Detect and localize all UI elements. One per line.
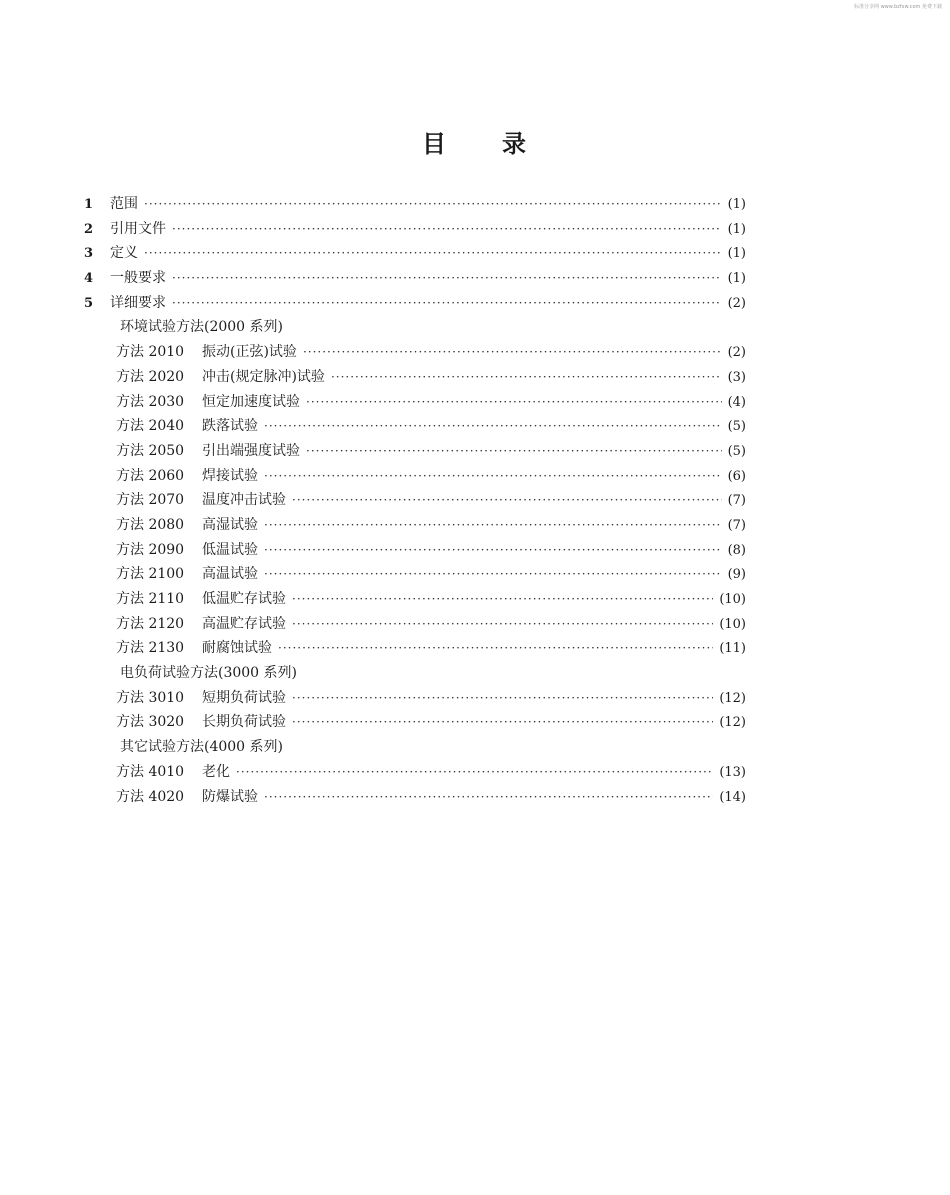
toc-entry-label: 引用文件 bbox=[110, 220, 166, 237]
toc-method-entry[interactable] bbox=[84, 562, 746, 587]
toc-entry-page: (1) bbox=[727, 197, 746, 212]
toc-entry-label: 低温试验 bbox=[202, 541, 258, 558]
toc-method-entry[interactable] bbox=[84, 513, 746, 538]
toc-entry-page: (5) bbox=[727, 443, 746, 459]
toc-entry-label: 高湿试验 bbox=[202, 516, 258, 533]
toc-dot-leader bbox=[264, 464, 722, 489]
toc-method-entry[interactable] bbox=[84, 612, 746, 637]
toc-dot-leader bbox=[264, 513, 722, 538]
toc-entry-label: 冲击(规定脉冲)试验 bbox=[202, 368, 325, 385]
toc-method-entry[interactable] bbox=[84, 785, 746, 810]
toc-dot-leader bbox=[292, 710, 713, 735]
toc-section-heading bbox=[84, 315, 746, 340]
toc-dot-leader bbox=[306, 390, 722, 415]
toc-entry-page: (11) bbox=[719, 641, 746, 657]
toc-entry-page: (2) bbox=[727, 345, 746, 361]
toc-entry-label: 定义 bbox=[110, 245, 138, 262]
toc-entry-page: (10) bbox=[719, 616, 746, 632]
toc-entry-page: (12) bbox=[719, 715, 746, 731]
watermark-text: 标准分享网 www.bzfxw.com 免费下载 bbox=[854, 4, 942, 10]
toc-dot-leader bbox=[264, 414, 722, 439]
toc-method-entry[interactable] bbox=[84, 538, 746, 563]
toc-method-code: 方法 2020 bbox=[116, 368, 185, 385]
toc-entry-label: 老化 bbox=[202, 763, 230, 780]
toc-dot-leader bbox=[306, 439, 722, 464]
toc-method-entry[interactable] bbox=[84, 710, 746, 735]
toc-dot-leader bbox=[264, 562, 722, 587]
toc-entry-page: (1) bbox=[727, 221, 746, 237]
toc-method-code: 方法 4020 bbox=[116, 788, 185, 805]
toc-entry-label: 详细要求 bbox=[110, 294, 166, 311]
toc-entry[interactable] bbox=[84, 217, 746, 242]
toc-dot-leader bbox=[264, 785, 713, 810]
toc-entry-page: (9) bbox=[727, 567, 746, 583]
toc-method-code: 方法 4010 bbox=[116, 763, 185, 780]
toc-dot-leader bbox=[292, 686, 713, 711]
toc-method-entry[interactable] bbox=[84, 464, 746, 489]
toc-method-code: 方法 3020 bbox=[116, 714, 185, 731]
toc-entry-page: (7) bbox=[727, 517, 746, 533]
toc-entry-label: 焊接试验 bbox=[202, 467, 258, 484]
toc-method-entry[interactable] bbox=[84, 760, 746, 785]
toc-entry-page: (13) bbox=[719, 764, 746, 780]
toc-section-heading bbox=[84, 735, 746, 760]
toc-section-heading bbox=[84, 661, 746, 686]
toc-method-code: 方法 2120 bbox=[116, 615, 185, 632]
toc-entry-page: (10) bbox=[719, 592, 746, 607]
toc-method-code: 方法 2050 bbox=[116, 442, 185, 459]
toc-dot-leader bbox=[236, 760, 713, 785]
toc-method-entry[interactable] bbox=[84, 488, 746, 513]
toc-dot-leader bbox=[292, 488, 722, 513]
toc-method-code: 方法 2130 bbox=[116, 640, 185, 657]
toc-entry[interactable] bbox=[84, 192, 746, 217]
toc-method-entry[interactable] bbox=[84, 636, 746, 661]
toc-entry-label: 长期负荷试验 bbox=[202, 714, 286, 731]
page-title-left: 目 bbox=[422, 130, 448, 158]
toc-method-code: 方法 2010 bbox=[116, 344, 185, 361]
toc-entry-number: 4 bbox=[84, 271, 94, 287]
toc-entry-label: 防爆试验 bbox=[202, 788, 258, 805]
toc-entry[interactable] bbox=[84, 241, 746, 266]
toc-entry-page: (2) bbox=[727, 295, 746, 311]
toc-entry-label: 恒定加速度试验 bbox=[202, 393, 300, 410]
toc-entry-page: (1) bbox=[727, 246, 746, 262]
toc-dot-leader bbox=[172, 217, 722, 242]
page-title-right: 录 bbox=[502, 130, 528, 158]
toc-entry-label: 一般要求 bbox=[110, 270, 166, 287]
toc-method-code: 方法 2110 bbox=[116, 591, 185, 607]
toc-heading-label: 其它试验方法(4000 系列) bbox=[120, 739, 284, 756]
toc-entry-page: (6) bbox=[727, 468, 746, 484]
toc-method-entry[interactable] bbox=[84, 340, 746, 365]
toc-method-entry[interactable] bbox=[84, 414, 746, 439]
toc-dot-leader bbox=[144, 192, 722, 217]
toc-entry-label: 短期负荷试验 bbox=[202, 689, 286, 706]
toc-entry-page: (8) bbox=[727, 542, 746, 558]
toc-method-entry[interactable] bbox=[84, 439, 746, 464]
toc-method-code: 方法 2090 bbox=[116, 541, 185, 558]
toc-method-code: 方法 2080 bbox=[116, 516, 185, 533]
toc-dot-leader bbox=[144, 241, 722, 266]
toc-entry[interactable] bbox=[84, 266, 746, 291]
page-title bbox=[0, 124, 950, 159]
toc-entry-number: 5 bbox=[84, 295, 94, 311]
table-of-contents bbox=[84, 192, 746, 809]
toc-dot-leader bbox=[331, 365, 722, 390]
toc-entry-page: (7) bbox=[727, 493, 746, 509]
toc-entry[interactable] bbox=[84, 291, 746, 316]
toc-heading-label: 环境试验方法(2000 系列) bbox=[120, 319, 284, 336]
toc-dot-leader bbox=[292, 612, 713, 637]
toc-entry-label: 振动(正弦)试验 bbox=[202, 344, 297, 361]
toc-dot-leader bbox=[278, 636, 713, 661]
toc-entry-label: 低温贮存试验 bbox=[202, 591, 286, 607]
toc-entry-label: 温度冲击试验 bbox=[202, 492, 286, 509]
toc-entry-label: 高温试验 bbox=[202, 566, 258, 583]
toc-dot-leader bbox=[172, 266, 722, 291]
toc-entry-label: 耐腐蚀试验 bbox=[202, 640, 272, 657]
toc-entry-number: 2 bbox=[84, 221, 94, 237]
toc-method-code: 方法 2040 bbox=[116, 418, 185, 435]
toc-entry-number: 1 bbox=[84, 197, 94, 212]
toc-entry-label: 引出端强度试验 bbox=[202, 442, 300, 459]
toc-entry-page: (12) bbox=[719, 690, 746, 706]
toc-entry-page: (5) bbox=[727, 419, 746, 435]
toc-dot-leader bbox=[303, 340, 722, 365]
toc-entry-number: 3 bbox=[84, 246, 94, 262]
toc-entry-label: 跌落试验 bbox=[202, 418, 258, 435]
toc-method-code: 方法 2060 bbox=[116, 467, 185, 484]
toc-entry-page: (14) bbox=[719, 789, 746, 805]
toc-method-code: 方法 2070 bbox=[116, 492, 185, 509]
toc-entry-page: (1) bbox=[727, 271, 746, 287]
toc-entry-page: (4) bbox=[727, 394, 746, 410]
toc-method-entry[interactable] bbox=[84, 390, 746, 415]
toc-method-code: 方法 3010 bbox=[116, 689, 185, 706]
toc-method-code: 方法 2030 bbox=[116, 393, 185, 410]
toc-entry-label: 高温贮存试验 bbox=[202, 615, 286, 632]
toc-entry-label: 范围 bbox=[110, 196, 138, 212]
toc-heading-label: 电负荷试验方法(3000 系列) bbox=[120, 665, 298, 682]
toc-dot-leader bbox=[264, 538, 722, 563]
toc-dot-leader bbox=[292, 587, 713, 612]
toc-method-entry[interactable] bbox=[84, 365, 746, 390]
toc-dot-leader bbox=[172, 291, 722, 316]
toc-method-entry[interactable] bbox=[84, 686, 746, 711]
toc-method-entry[interactable] bbox=[84, 587, 746, 612]
toc-entry-page: (3) bbox=[727, 369, 746, 385]
toc-method-code: 方法 2100 bbox=[116, 566, 185, 583]
